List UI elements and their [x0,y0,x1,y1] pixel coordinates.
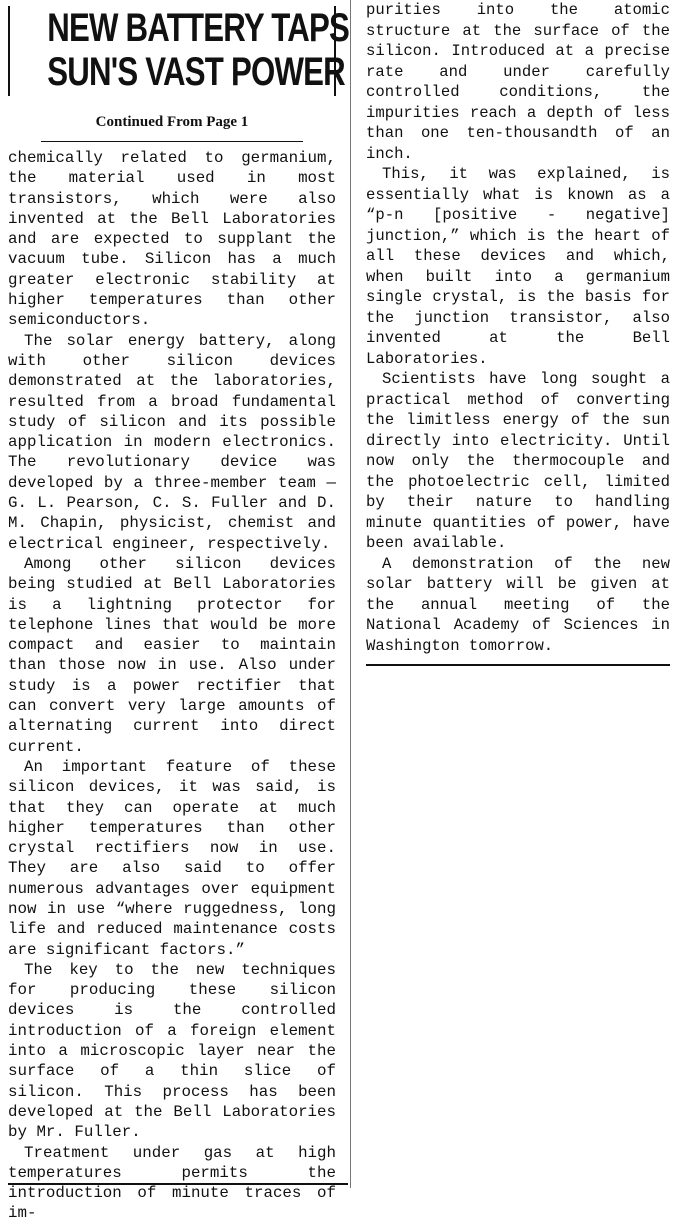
continued-label-block [8,114,336,142]
bottom-rule [8,1183,348,1185]
continued-label: Continued From Page 1 [95,114,249,130]
headline [8,6,350,96]
left-column [8,0,350,1224]
paragraph: The solar energy battery, along with other silicon devices demonstrated at the laboratories, resulted from a broad fundamental study of silicon and its possible application in modern electronics. The revolutionary device was developed by a three-member team —G. L. Pearson, C. S. Fuller and D. M. Chapin, physicist, chemist and electrical engineer, respectively. [8,331,336,553]
paragraph: An important feature of these silicon devices, it was said, is that they can operate at much higher temperatures than other crystal rectifiers now in use. They are also said to offer numerous advantages over equipment now in use “where ruggedness, long life and reduced maintenance costs are significant factors.” [8,757,336,959]
paragraph: Among other silicon devices being studied at Bell Laboratories is a lightning protector for telephone lines that would be more compact and easier to maintain than those now in use. Also under study is a power rectifier that can convert very large amounts of alternating current into direct current. [8,554,336,756]
paragraph: A demonstration of the new solar battery will be given at the annual meeting of the National Academy of Sciences in Washington tomorrow. [366,554,670,655]
right-column-end-rule [366,664,670,666]
paragraph: The key to the new techniques for producing these silicon devices is the controlled introduction of a foreign element into a microscopic layer near the surface of a thin slice of silicon. This process has been developed at the Bell Laboratories by Mr. Fuller. [8,960,336,1142]
right-column [366,0,670,666]
paragraph: This, it was explained, is essentially what is known as a “p-n [positive - negative] junction,” which is the heart of all these devices and which, when built into a germanium single crystal, is the basis for the junction transistor, also invented at the Bell Laboratories. [366,165,670,368]
right-body [366,0,670,656]
paragraph: Treatment under gas at high temperatures permits the introduction of minute traces of im- [8,1143,336,1223]
paragraph: purities into the atomic structure at the surface of the silicon. Introduced at a precise rate and under carefully controlled conditions, the impurities reach a depth of less than one ten-thousandth of an inch. [366,1,670,163]
subhead-rule [41,141,303,142]
headline-line-1: NEW BATTERY TAPS [47,6,350,50]
paragraph: chemically related to germanium, the material used in most transistors, which were also invented at the Bell Laboratories and are expected to supplant the vacuum tube. Silicon has a much greater electronic stability at higher temperatures than other semiconductors. [8,149,336,330]
paragraph: Scientists have long sought a practical method of converting the limitless energy of the sun directly into electricity. Until now only the thermocouple and the photoelectric cell, limited by their nature to handling minute quantities of power, have been available. [366,370,670,552]
left-body [8,148,336,1224]
headline-line-2: SUN'S VAST POWER [47,50,345,94]
column-divider [350,0,351,1188]
